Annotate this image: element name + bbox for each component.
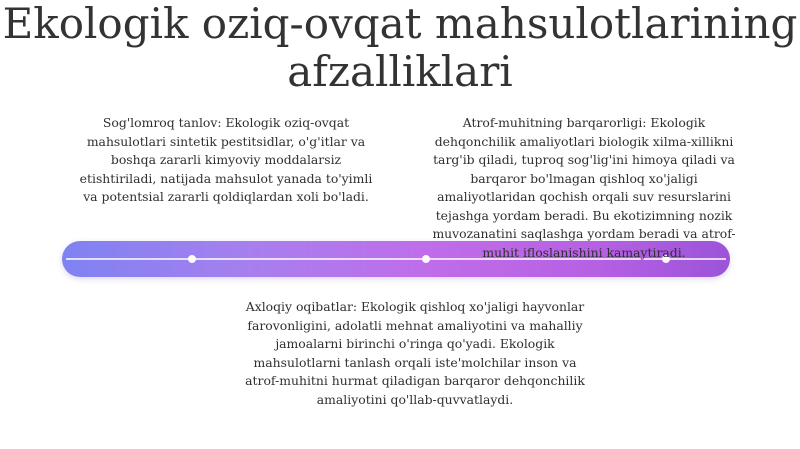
benefit-environmental-sustainability: Atrof-muhitning barqarorligi: Ekologik dehqonchilik amaliyotlari biologik xilma-xillikni targ'ib qiladi, tuproq sog'lig'ini himoya qiladi va barqaror bo'lmagan qishloq xo'jaligi amaliyotlaridan qochish orqali suv resurslarini tejashga yordam beradi. Bu ekotizimning nozik muvozanatini saqlashga yordam beradi va atrof-muhit ifloslanishini kamaytiradi. bbox=[432, 115, 736, 260]
timeline-dot bbox=[188, 255, 196, 263]
benefit-healthier-choice: Sog'lomroq tanlov: Ekologik oziq-ovqat mahsulotlari sintetik pestitsidlar, o'g'itlar va boshqa zararli kimyoviy moddalarsiz etishtiriladi, natijada mahsulot yanada to'yimli va potentsial zararli qoldiqlardan xoli bo'ladi. bbox=[79, 115, 373, 204]
benefit-ethical-consequences: Axloqiy oqibatlar: Ekologik qishloq xo'jaligi hayvonlar farovonligini, adolatli mehnat amaliyotini va mahalliy jamoalarni birinchi o'ringa qo'yadi. Ekologik mahsulotlarni tanlash orqali iste'molchilar inson va atrof-muhitni hurmat qiladigan barqaror dehqonchilik amaliyotini qo'llab-quvvatlaydi. bbox=[245, 299, 585, 407]
page-title: Ekologik oziq-ovqat mahsulotlarining afzalliklari bbox=[2, 0, 798, 96]
